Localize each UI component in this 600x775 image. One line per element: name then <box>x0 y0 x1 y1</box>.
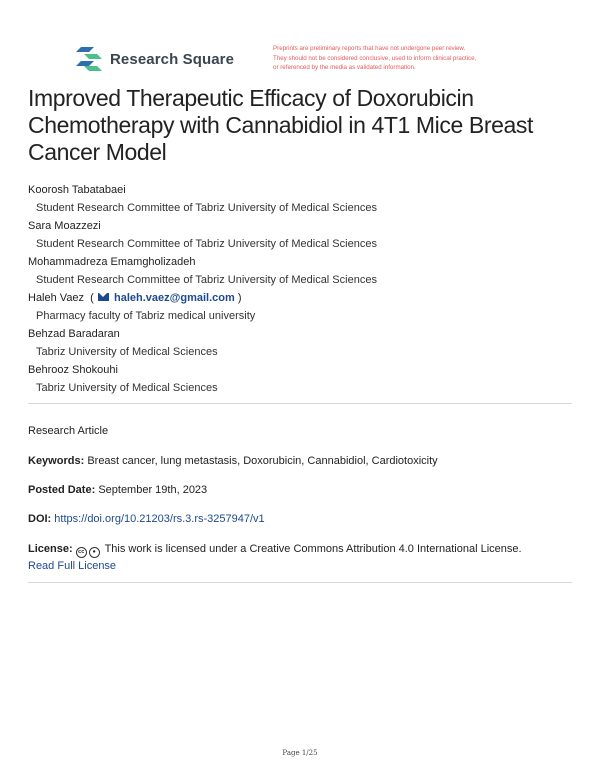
envelope-icon <box>98 293 109 301</box>
creative-commons-icon: cc <box>76 547 87 558</box>
author-entry <box>28 181 588 217</box>
author-affiliation: Student Research Committee of Tabriz University of Medical Sciences <box>36 238 377 250</box>
author-affiliation: Tabriz University of Medical Sciences <box>36 382 218 394</box>
license-text: This work is licensed under a Creative Commons Attribution 4.0 International License. <box>104 543 522 555</box>
author-affiliation: Student Research Committee of Tabriz University of Medical Sciences <box>36 202 377 214</box>
research-square-logo-icon <box>74 46 104 72</box>
author-entry <box>28 289 588 325</box>
doi-link[interactable]: https://doi.org/10.21203/rs.3.rs-3257947/v1 <box>54 513 265 525</box>
license-label: License: <box>28 543 73 555</box>
section-divider <box>28 582 572 583</box>
author-name: Mohammadreza Emamgholizadeh <box>28 256 196 268</box>
preprint-disclaimer <box>273 44 543 73</box>
author-name: Behrooz Shokouhi <box>28 364 118 376</box>
license-block <box>28 541 578 574</box>
author-entry <box>28 253 588 289</box>
author-email-link[interactable]: haleh.vaez@gmail.com <box>113 292 235 304</box>
paper-title: Improved Therapeutic Efficacy of Doxorubicin Chemotherapy with Cannabidiol in 4T1 Mice Breast Cancer Model <box>28 85 533 165</box>
research-square-brand[interactable] <box>74 46 234 72</box>
posted-date-line <box>28 482 578 498</box>
posted-date-value: September 19th, 2023 <box>98 484 208 496</box>
doi-line <box>28 511 578 527</box>
author-affiliation: Tabriz University of Medical Sciences <box>36 346 218 358</box>
author-name: Haleh Vaez <box>28 292 85 304</box>
keywords-line <box>28 453 578 469</box>
keywords-label: Keywords: <box>28 455 85 467</box>
page-number: Page 1/25 <box>282 749 318 757</box>
brand-name: Research Square <box>110 50 235 68</box>
author-affiliation: Pharmacy faculty of Tabriz medical university <box>36 310 256 322</box>
section-divider <box>28 403 572 404</box>
doi-label: DOI: <box>28 513 52 525</box>
author-list <box>28 181 588 397</box>
author-entry <box>28 217 588 253</box>
email-close-paren: ) <box>237 292 242 304</box>
author-name-with-email <box>28 289 588 307</box>
disclaimer-line: They should not be considered conclusive, used to inform clinical practice, <box>273 54 477 62</box>
attribution-icon: ● <box>89 547 100 558</box>
email-open-paren: ( <box>87 292 94 304</box>
author-entry <box>28 325 588 361</box>
posted-date-label: Posted Date: <box>28 484 96 496</box>
read-full-license-link[interactable]: Read Full License <box>28 560 117 572</box>
keywords-value: Breast cancer, lung metastasis, Doxorubicin, Cannabidiol, Cardiotoxicity <box>87 455 438 467</box>
disclaimer-line: or referenced by the media as validated information. <box>273 64 416 71</box>
article-type: Research Article <box>28 425 109 437</box>
author-entry <box>28 361 588 397</box>
author-affiliation: Student Research Committee of Tabriz University of Medical Sciences <box>36 274 377 286</box>
disclaimer-line: Preprints are preliminary reports that have not undergone peer review. <box>273 45 466 52</box>
author-name: Sara Moazzezi <box>28 220 101 232</box>
author-name: Koorosh Tabatabaei <box>28 184 126 196</box>
author-name: Behzad Baradaran <box>28 328 120 340</box>
